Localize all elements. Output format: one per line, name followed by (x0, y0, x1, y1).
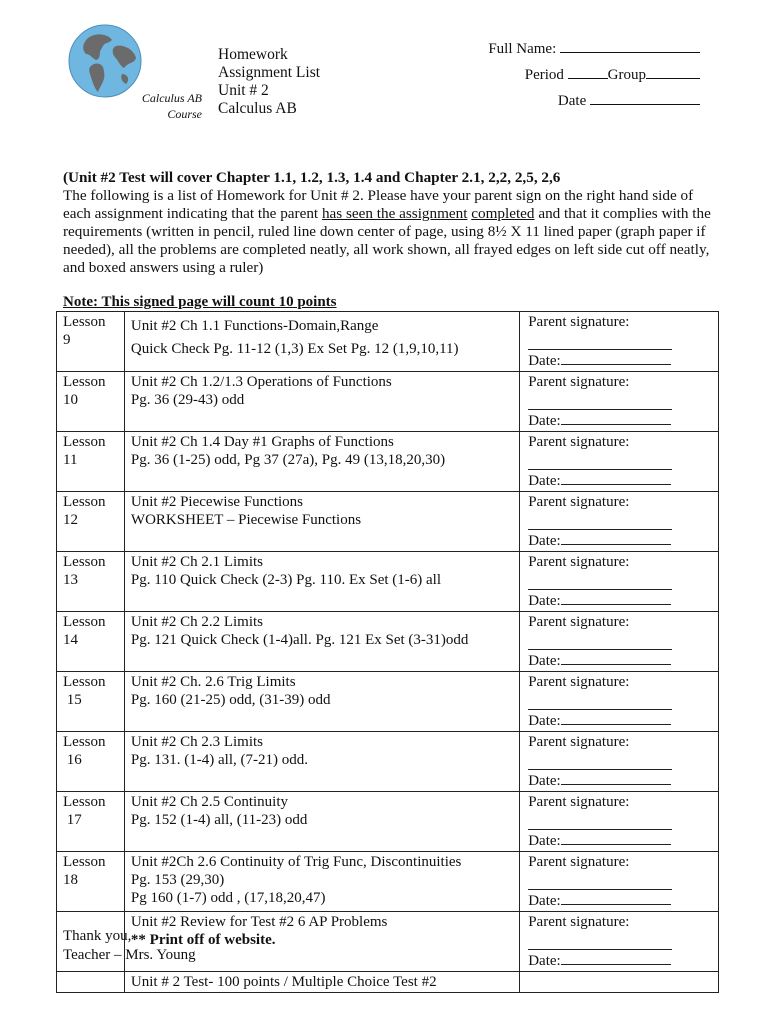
full-name-field[interactable] (560, 38, 700, 53)
lesson-cell (57, 672, 125, 732)
date-row (528, 890, 710, 910)
task-line: Unit #2 Ch. 2.6 Trig Limits (130, 674, 296, 690)
task-line: WORKSHEET – Piecewise Functions (130, 512, 362, 528)
title-line: Calculus AB (218, 100, 297, 117)
table-row (57, 312, 719, 372)
signature-cell (520, 852, 719, 912)
signature-cell (520, 432, 719, 492)
date-label: Date: (528, 653, 561, 669)
lesson-cell (57, 552, 125, 612)
date-row (528, 950, 710, 970)
group-field[interactable] (646, 64, 700, 79)
lesson-word: Lesson 14 (63, 614, 106, 648)
task-line: Unit #2 Ch 2.3 Limits (130, 734, 264, 750)
task-line: Pg. 36 (29-43) odd (130, 392, 245, 408)
course-label-line1: Calculus AB (141, 91, 202, 105)
date-label: Date: (528, 773, 561, 789)
task-cell (124, 852, 519, 912)
footer (63, 927, 196, 965)
parent-signature-label: Parent signature: (528, 374, 630, 390)
task-line: Unit #2 Piecewise Functions (130, 494, 303, 510)
task-cell (124, 552, 519, 612)
instructions-paragraph: The following is a list of Homework for Unit # 2. Please have your parent sign on the right hand side of each assignment indicating that the parent has seen the assignment completed and that it complies with the requirements (written in pencil, ruled line down center of page, using 8½ X 11 lined paper (graph paper if needed), all the problems are completed neatly, all work shown, all frayed edges on left side cut off neatly, and boxed answers using a ruler) (63, 187, 711, 276)
table-row (57, 552, 719, 612)
task-line: Pg. 152 (1-4) all, (11-23) odd (130, 812, 308, 828)
date-label: Date: (528, 833, 561, 849)
title-line: Unit # 2 (218, 82, 269, 99)
signature-line[interactable] (528, 331, 672, 350)
table-row (57, 972, 719, 993)
task-line: Unit #2Ch 2.6 Continuity of Trig Func, Discontinuities (130, 854, 462, 870)
signature-line[interactable] (528, 811, 672, 830)
task-line: Quick Check Pg. 11-12 (1,3) Ex Set Pg. 12 (1,9,10,11) (130, 341, 459, 357)
date-label: Date: (528, 893, 561, 909)
course-label-line2: Course (167, 107, 202, 121)
signature-line[interactable] (528, 571, 672, 590)
period-field[interactable] (568, 64, 608, 79)
date-row (528, 590, 710, 610)
table-row (57, 792, 719, 852)
date-label: Date: (528, 353, 561, 369)
lesson-cell (57, 372, 125, 432)
task-cell (124, 432, 519, 492)
lesson-cell (57, 852, 125, 912)
thank-you-text: Thank you, (63, 928, 132, 944)
date-line[interactable] (561, 530, 671, 545)
date-label: Date: (528, 593, 561, 609)
signature-line[interactable] (528, 631, 672, 650)
date-row (528, 710, 710, 730)
lesson-word: Lesson 15 (63, 674, 106, 708)
task-line: Pg. 110 Quick Check (2-3) Pg. 110. Ex Set (1-6) all (130, 572, 442, 588)
signature-line[interactable] (528, 391, 672, 410)
date-label: Date: (528, 533, 561, 549)
task-cell (124, 372, 519, 432)
task-cell (124, 492, 519, 552)
date-row (528, 470, 710, 490)
signature-cell (520, 912, 719, 972)
date-label: Date: (528, 473, 561, 489)
task-line: Pg. 131. (1-4) all, (7-21) odd. (130, 752, 308, 768)
task-line: Pg. 121 Quick Check (1-4)all. Pg. 121 Ex Set (3-31)odd (130, 632, 469, 648)
date-line[interactable] (561, 890, 671, 905)
full-name-label: Full Name: (488, 41, 557, 57)
task-line: Pg. 36 (1-25) odd, Pg 37 (27a), Pg. 49 (13,18,20,30) (130, 452, 446, 468)
lesson-word: Lesson 11 (63, 434, 106, 468)
signature-cell (520, 552, 719, 612)
signature-cell (520, 372, 719, 432)
test-coverage-line: (Unit #2 Test will cover Chapter 1.1, 1.2, 1.3, 1.4 and Chapter 2.1, 2,2, 2,5, 2,6 (63, 169, 561, 186)
parent-signature-label: Parent signature: (528, 434, 630, 450)
parent-signature-label: Parent signature: (528, 794, 630, 810)
date-row (528, 530, 710, 550)
date-line[interactable] (561, 950, 671, 965)
task-line: Unit #2 Ch 2.1 Limits (130, 554, 264, 570)
signature-line[interactable] (528, 751, 672, 770)
date-line[interactable] (561, 590, 671, 605)
date-line[interactable] (561, 710, 671, 725)
lesson-word: Lesson 10 (63, 374, 106, 408)
signature-cell (520, 732, 719, 792)
teacher-name: Teacher – Mrs. Young (63, 947, 196, 963)
homework-table (56, 311, 719, 993)
task-line: Unit #2 Ch 2.2 Limits (130, 614, 264, 630)
signature-line[interactable] (528, 931, 672, 950)
task-line: Unit #2 Ch 2.5 Continuity (130, 794, 289, 810)
date-label: Date (557, 93, 587, 109)
signature-cell (520, 972, 719, 993)
lesson-cell (57, 792, 125, 852)
parent-signature-label: Parent signature: (528, 494, 630, 510)
parent-signature-label: Parent signature: (528, 674, 630, 690)
date-row (528, 410, 710, 430)
lesson-word: Lesson 12 (63, 494, 106, 528)
task-cell: Unit # 2 Test- 100 points / Multiple Choice Test #2 (124, 972, 519, 993)
lesson-cell (57, 972, 125, 993)
date-label: Date: (528, 953, 561, 969)
date-row (528, 830, 710, 850)
title-line: Homework (218, 46, 288, 63)
task-cell (124, 672, 519, 732)
date-line[interactable] (561, 650, 671, 665)
task-cell (124, 792, 519, 852)
signature-line[interactable] (528, 691, 672, 710)
task-line: ** Print off of website. (130, 932, 276, 948)
date-field[interactable] (590, 90, 700, 105)
date-row (528, 650, 710, 670)
lesson-cell (57, 432, 125, 492)
lesson-cell (57, 612, 125, 672)
signature-cell (520, 312, 719, 372)
parent-signature-label: Parent signature: (528, 554, 630, 570)
group-label: Group (607, 67, 646, 83)
table-row (57, 492, 719, 552)
intro-text (63, 169, 713, 277)
parent-signature-label: Parent signature: (528, 734, 630, 750)
signature-line[interactable] (528, 871, 672, 890)
table-row (57, 732, 719, 792)
table-row (57, 372, 719, 432)
period-label: Period (524, 67, 564, 83)
signature-cell (520, 792, 719, 852)
table-row (57, 672, 719, 732)
lesson-cell (57, 312, 125, 372)
task-line: Pg. 160 (21-25) odd, (31-39) odd (130, 692, 331, 708)
task-line: Unit #2 Review for Test #2 6 AP Problems (130, 914, 388, 930)
signature-cell (520, 612, 719, 672)
task-line: Unit #2 Ch 1.2/1.3 Operations of Functions (130, 374, 392, 390)
note-heading: Note: This signed page will count 10 points (63, 294, 337, 310)
parent-signature-label: Parent signature: (528, 614, 630, 630)
table-row (57, 852, 719, 912)
parent-signature-label: Parent signature: (528, 854, 630, 870)
task-line: Unit #2 Ch 1.4 Day #1 Graphs of Functions (130, 434, 394, 450)
date-line[interactable] (561, 470, 671, 485)
lesson-word: Lesson 13 (63, 554, 106, 588)
task-cell (124, 732, 519, 792)
lesson-word: Lesson 9 (63, 314, 106, 348)
signature-cell (520, 672, 719, 732)
task-line: Unit #2 Ch 1.1 Functions-Domain,Range (130, 318, 379, 334)
lesson-word: Lesson 17 (63, 794, 106, 828)
task-cell (124, 612, 519, 672)
student-info-block (470, 36, 700, 114)
date-line[interactable] (561, 770, 671, 785)
lesson-word: Lesson 18 (63, 854, 106, 888)
task-line: Pg. 153 (29,30) (130, 872, 225, 888)
date-row (528, 770, 710, 790)
date-line[interactable] (561, 830, 671, 845)
signature-cell (520, 492, 719, 552)
parent-signature-label: Parent signature: (528, 914, 630, 930)
date-row (528, 350, 710, 370)
course-label (136, 90, 202, 122)
lesson-cell (57, 732, 125, 792)
table-row (57, 612, 719, 672)
task-line: Pg 160 (1-7) odd , (17,18,20,47) (130, 890, 326, 906)
date-line[interactable] (561, 350, 671, 365)
date-label: Date: (528, 713, 561, 729)
signature-line[interactable] (528, 451, 672, 470)
parent-signature-label: Parent signature: (528, 314, 630, 330)
title-line: Assignment List (218, 64, 321, 81)
globe-logo (68, 24, 142, 98)
lesson-word: Lesson 16 (63, 734, 106, 768)
table-row (57, 432, 719, 492)
lesson-cell (57, 492, 125, 552)
task-cell (124, 312, 519, 372)
signature-line[interactable] (528, 511, 672, 530)
date-label: Date: (528, 413, 561, 429)
date-line[interactable] (561, 410, 671, 425)
assignment-title (218, 46, 320, 118)
